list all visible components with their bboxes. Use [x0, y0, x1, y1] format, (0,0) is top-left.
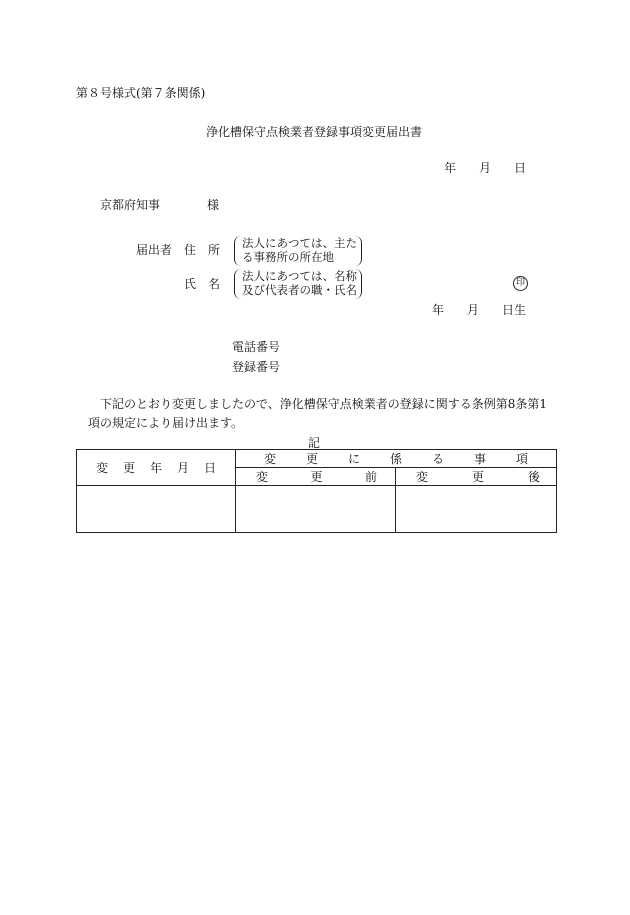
- before-change-cell[interactable]: [236, 486, 396, 533]
- seal-icon: 印: [513, 276, 528, 291]
- birth-month-label: 月: [466, 303, 479, 317]
- change-matters-header: 変 更 に 係 る 事 項: [236, 450, 557, 468]
- record-label: 記: [308, 436, 321, 450]
- addressee-name: 京都府知事: [100, 198, 161, 212]
- address-label: 住 所: [184, 243, 221, 257]
- change-date-cell[interactable]: [77, 486, 236, 533]
- body-text-line-1: 下記のとおり変更しましたので、浄化槽保守点検業者の登録に関する条例第8条第1: [100, 397, 548, 411]
- addressee-honorific: 様: [207, 198, 220, 212]
- birth-date: [432, 304, 526, 316]
- submission-date: [444, 162, 526, 174]
- after-change-cell[interactable]: [396, 486, 557, 533]
- notifier-label: 届出者: [136, 243, 173, 257]
- phone-label: 電話番号: [232, 340, 281, 354]
- after-change-header: 変 更 後: [396, 468, 557, 486]
- name-note: 法人にあつては、名称 及び代表者の職・氏名: [242, 269, 357, 297]
- form-number: 第８号様式(第７条関係): [76, 86, 206, 100]
- body-text-line-2: 項の規定により届け出ます。: [88, 416, 244, 430]
- table-row: [77, 486, 557, 533]
- date-day-label: 日: [513, 161, 526, 175]
- date-month-label: 月: [478, 161, 491, 175]
- registration-label: 登録番号: [232, 360, 281, 374]
- change-table: [76, 449, 557, 533]
- birth-day-label: 日生: [501, 303, 526, 317]
- date-year-label: 年: [444, 161, 457, 175]
- document-title: 浄化槽保守点検業者登録事項変更届出書: [206, 125, 423, 139]
- name-label: 氏 名: [184, 277, 221, 291]
- before-change-header: 変 更 前: [236, 468, 396, 486]
- table-header-row: [77, 450, 557, 468]
- address-note: 法人にあつては、主た る事務所の所在地: [242, 236, 357, 264]
- birth-year-label: 年: [432, 303, 445, 317]
- change-date-header: 変 更 年 月 日: [77, 450, 236, 486]
